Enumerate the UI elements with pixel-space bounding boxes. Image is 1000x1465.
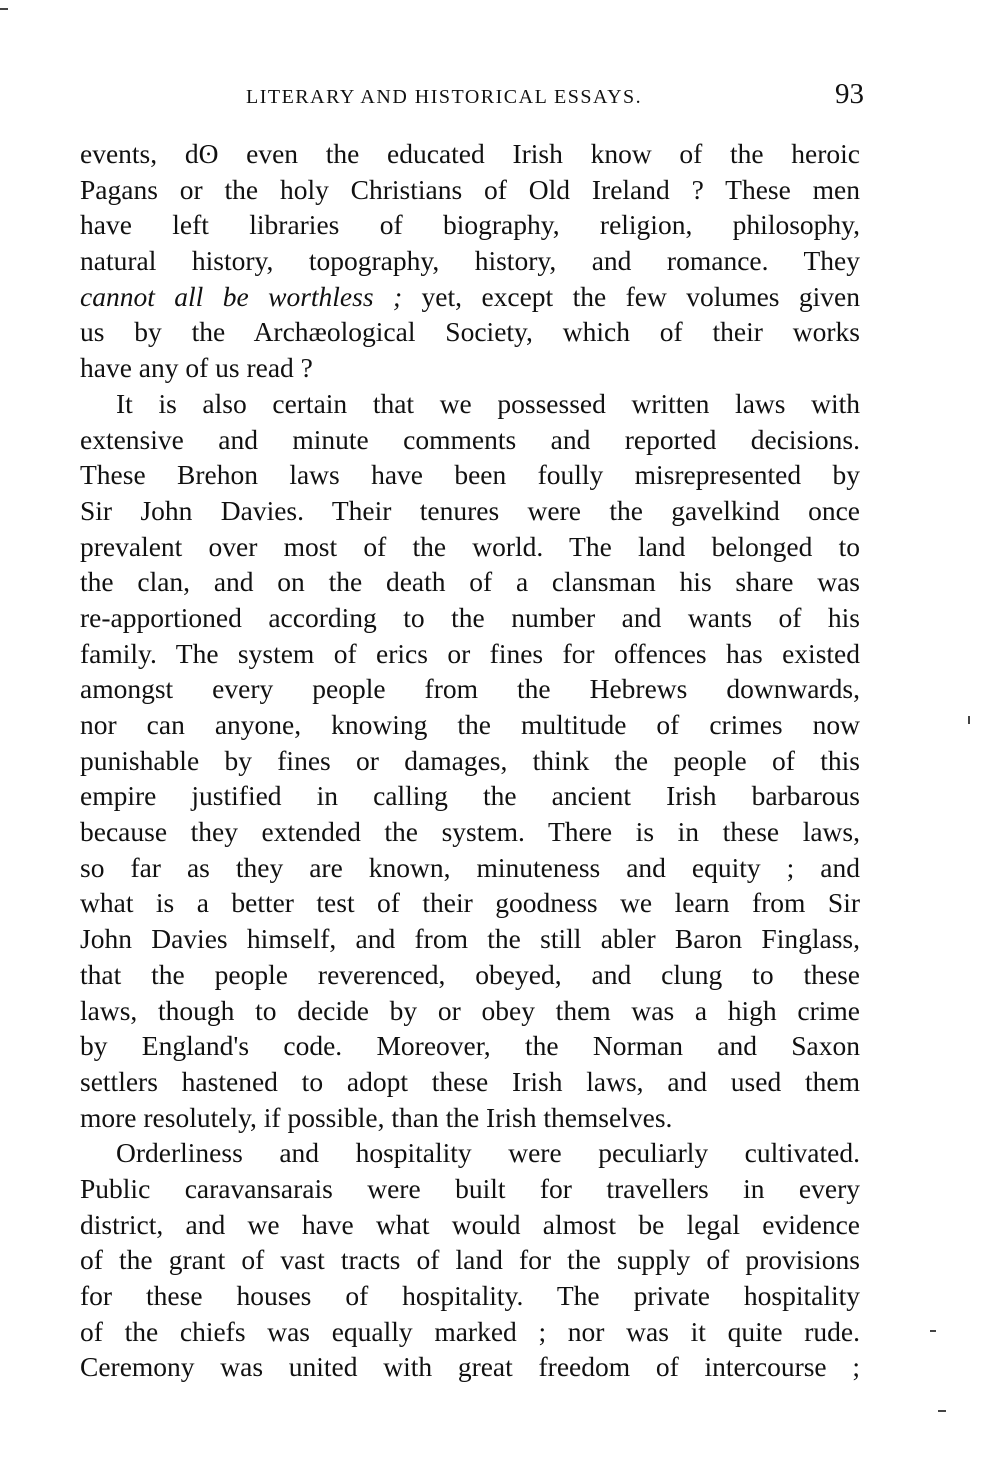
body-text xyxy=(80,136,860,1385)
text-line: Ceremony was united with great freedom of intercourse ; xyxy=(80,1351,860,1383)
text-line: re-apportioned according to the number and wants of his xyxy=(80,601,860,633)
scan-mark xyxy=(938,1410,946,1412)
text-line: of the chiefs was equally marked ; nor was it quite rude. xyxy=(80,1315,860,1347)
text-line: Public caravansarais were built for travellers in every xyxy=(80,1172,860,1204)
text-line: These Brehon laws have been foully misrepresented by xyxy=(80,459,860,491)
scan-mark xyxy=(968,716,970,724)
running-head: LITERARY AND HISTORICAL ESSAYS. xyxy=(246,86,643,108)
page-header xyxy=(80,78,870,118)
text-line: It is also certain that we possessed written laws with xyxy=(116,387,860,419)
text-line: of the grant of vast tracts of land for the supply of provisions xyxy=(80,1244,860,1276)
text-line: by England's code. Moreover, the Norman and Saxon xyxy=(80,1030,860,1062)
text-line: the clan, and on the death of a clansman his share was xyxy=(80,566,860,598)
text-line: events, dʘ even the educated Irish know of the heroic xyxy=(80,138,860,169)
text-line: more resolutely, if possible, than the Irish themselves. xyxy=(80,1101,673,1133)
text-line: for these houses of hospitality. The private hospitality xyxy=(80,1280,860,1311)
text-line: empire justified in calling the ancient Irish barbarous xyxy=(80,780,860,812)
text-line: nor can anyone, knowing the multitude of crimes now xyxy=(80,709,860,740)
text-line: family. The system of erics or fines for offences has existed xyxy=(80,637,860,669)
text-line: amongst every people from the Hebrews downwards, xyxy=(80,673,860,705)
text-line: us by the Archæological Society, which of their works xyxy=(80,316,860,348)
text-line: what is a better test of their goodness we learn from Sir xyxy=(80,887,860,919)
text-line: Pagans or the holy Christians of Old Ireland ? These men xyxy=(80,173,860,205)
text-line: district, and we have what would almost be legal evidence xyxy=(80,1208,860,1240)
text-line: settlers hastened to adopt these Irish laws, and used them xyxy=(80,1065,860,1097)
text-line: Orderliness and hospitality were peculiarly cultivated. xyxy=(116,1137,860,1169)
text-line: because they extended the system. There is in these laws, xyxy=(80,816,860,848)
text-line: have left libraries of biography, religion, philosophy, xyxy=(80,209,860,241)
text-line: punishable by fines or damages, think the people of this xyxy=(80,744,860,776)
text-line: extensive and minute comments and reported decisions. xyxy=(80,423,860,455)
scan-mark xyxy=(930,1330,936,1332)
scan-mark xyxy=(0,8,8,10)
text-line: laws, though to decide by or obey them was a high crime xyxy=(80,994,860,1026)
text-line: prevalent over most of the world. The land belonged to xyxy=(80,530,860,562)
text-line: that the people reverenced, obeyed, and clung to these xyxy=(80,958,860,990)
text-line: so far as they are known, minuteness and equity ; and xyxy=(80,851,860,883)
page-number: 93 xyxy=(835,78,864,110)
text-line: Sir John Davies. Their tenures were the gavelkind once xyxy=(80,494,860,526)
text-line: have any of us read ? xyxy=(80,352,313,384)
text-line: cannot all be worthless ; yet, except the few volumes given xyxy=(80,280,860,312)
text-line: John Davies himself, and from the still abler Baron Finglass, xyxy=(80,923,860,955)
text-line: natural history, topography, history, and romance. They xyxy=(80,245,860,277)
